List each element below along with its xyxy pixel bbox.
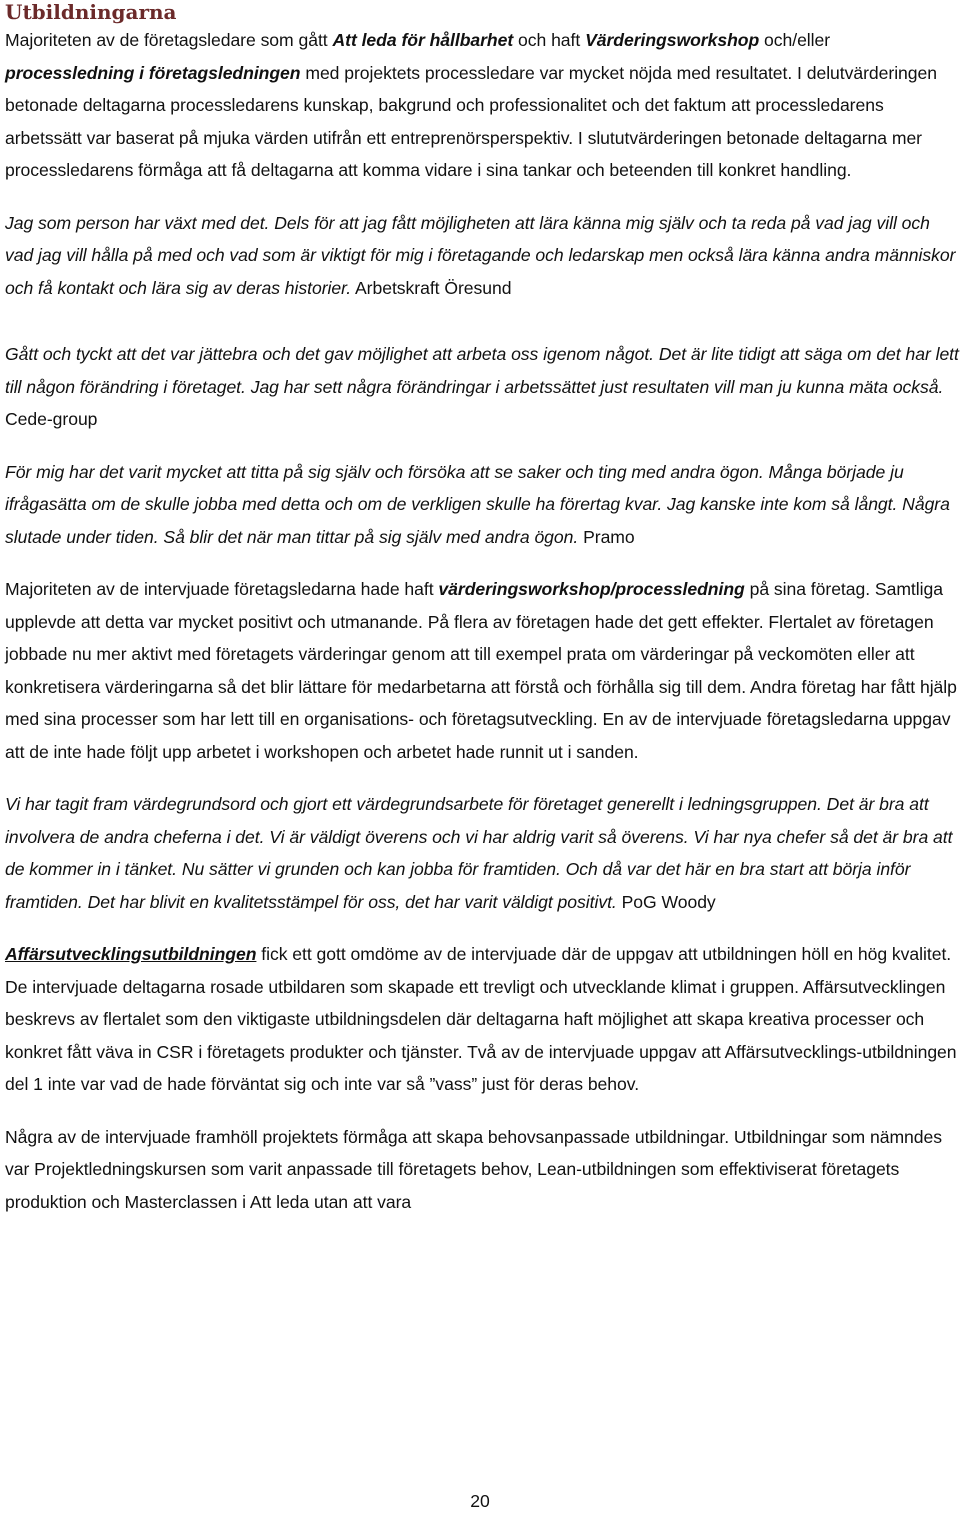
text: och/eller xyxy=(759,30,831,50)
paragraph-tailored-courses: Några av de intervjuade framhöll projektets förmåga att skapa behovsanpassade utbildningar. Utbildningar som nämndes var Projektledningskursen som varit anpassade till företagets behov, Lean-utbildningen som effektiviserat företagets produktion och Masterclassen i Att leda utan att vara xyxy=(5,1126,942,1212)
emphasis-process-name: processledning i företagsledningen xyxy=(5,62,301,83)
section-heading: Utbildningarna xyxy=(5,0,177,24)
quote-source: Pramo xyxy=(578,526,635,547)
emphasis-workshop: värderingsworkshop/processledning xyxy=(438,579,745,599)
quote-pramo xyxy=(5,456,960,554)
text: och haft xyxy=(513,30,586,50)
text: fick ett gott omdöme av de intervjuade där de uppgav att utbildningen höll en hög kvalitet. De intervjuade deltagarna rosade utbildaren som skapade ett trevligt och utvecklande klimat i gruppen. Affärsutvecklingen beskrevs av flertalet som den viktigaste utbildningsdelen där deltagarna haft möjlighet att skapa kreativa processer och konkret fått väva in CSR i företagets produkter och tjänster. Två av de intervjuade uppgav att Affärsutvecklings-utbildningen del 1 inte var vad de hade förväntat sig och inte var så ”vass” just för deras behov. xyxy=(5,944,957,1094)
text: Majoriteten av de företagsledare som gått xyxy=(5,30,333,50)
quote-pog-woody xyxy=(5,788,960,918)
text: med projektets processledare var mycket nöjda med resultatet. I delutvärderingen betonade deltagarna processledarens kunskap, bakgrund och professionalitet och det faktum att processledarens arbetssätt var baserat på mjuka värden utifrån ett entreprenörsperspektiv. I slututvärderingen betonade deltagarna mer processledarens förmåga att få deltagarna att komma vidare i sina tankar och beteenden till konkret handling. xyxy=(5,62,937,180)
quote-text: Jag som person har växt med det. Dels för att jag fått möjligheten att lära känna mig själv och ta reda på vad jag vill och vad jag vill hålla på med och vad som är viktigt för mig i företagande och ledarskap men också lära känna andra människor och få kontakt och lära sig av deras historier. xyxy=(5,212,956,298)
emphasis-course-name: Affärsutvecklingsutbildningen xyxy=(5,944,257,964)
page-number: 20 xyxy=(470,1491,490,1511)
emphasis-workshop-name: Värderingsworkshop xyxy=(585,30,760,50)
quote-text: Gått och tyckt att det var jättebra och det gav möjlighet att arbeta oss igenom något. Det är lite tidigt att säga om det har lett till någon förändring i företaget. Jag har sett några förändringar i arbetssättet just resultaten vill man ju kunna mäta också. xyxy=(5,344,959,397)
text: på sina företag. Samtliga upplevde att detta var mycket positivt och utmanande. På flera av företagen hade det gett effekter. Flertalet av företagen jobbade nu mer aktivt med företagets värderingar genom att till exempel prata om värderingar på veckomöten eller att konkretisera värderingarna så det blir lättare för medarbetarna att förstå och förhålla sig till dem. Andra företag har fått hjälp med sina processer som har lett till en organisations- och företagsutveckling. En av de intervjuade företagsledarna uppgav att de inte hade följt upp arbetet i workshopen och arbetet hade runnit ut i sanden. xyxy=(5,579,957,762)
quote-cede xyxy=(5,338,960,436)
paragraph-intro xyxy=(5,24,960,187)
quote-text: Vi har tagit fram värdegrundsord och gjort ett värdegrundsarbete för företaget generellt i ledningsgruppen. Det är bra att involvera de andra cheferna i det. Vi är väldigt överens och vi har aldrig varit så överens. Vi har nya chefer så det är bra att de kommer in i tänket. Nu sätter vi grunden och kan jobba för framtiden. Och då var det här en bra start att börja inför framtiden. Det har blivit en kvalitetsstämpel för oss, det har varit väldigt positivt. xyxy=(5,794,953,912)
quote-arbetskraft xyxy=(5,207,960,305)
quote-source: PoG Woody xyxy=(616,891,716,912)
paragraph-workshop xyxy=(5,573,960,768)
quote-source: Cede-group xyxy=(5,409,98,429)
emphasis-course-name: Att leda för hållbarhet xyxy=(332,30,514,50)
quote-text: För mig har det varit mycket att titta på sig själv och försöka att se saker och ting med andra ögon. Många började ju ifrågasätta om de skulle jobba med detta och om de verkligen skulle ha förertag kvar. Jag kanske inte kom så långt. Några slutade under tiden. Så blir det när man tittar på sig själv med andra ögon. xyxy=(5,461,950,547)
text: Majoriteten av de intervjuade företagsledarna hade haft xyxy=(5,579,439,599)
paragraph-business-development xyxy=(5,938,960,1101)
document-page xyxy=(5,0,960,1218)
quote-source: Arbetskraft Öresund xyxy=(351,277,512,298)
